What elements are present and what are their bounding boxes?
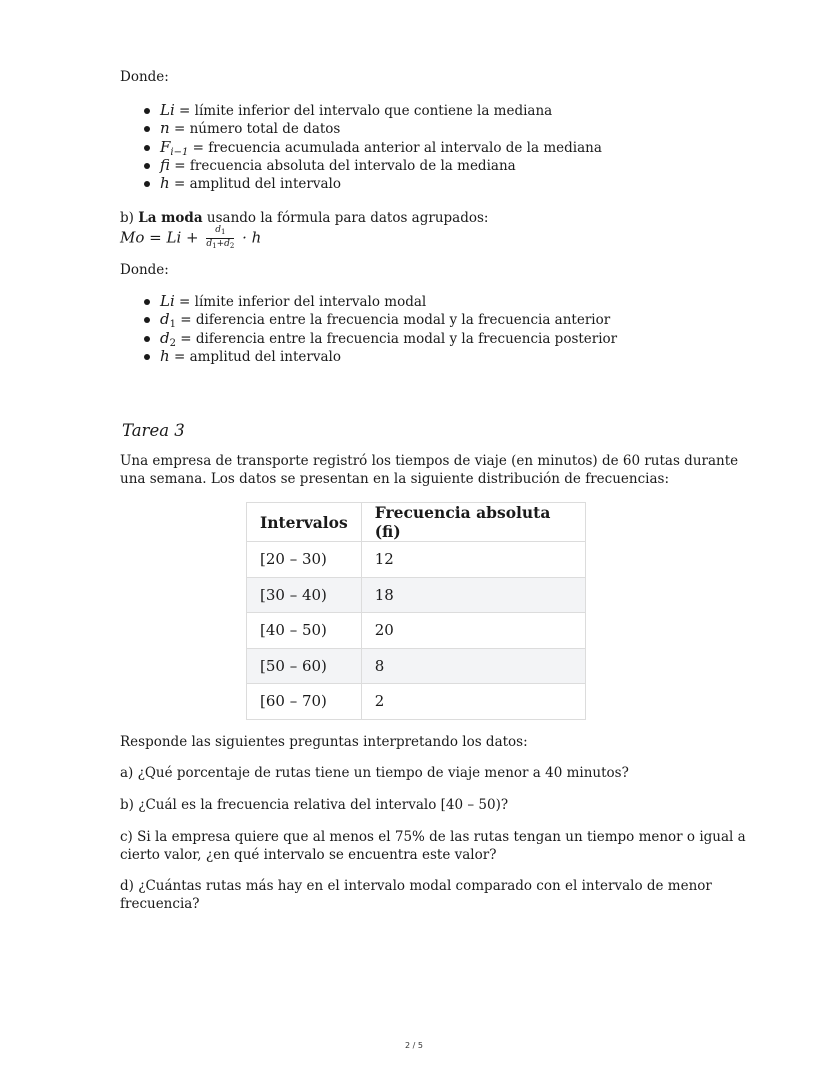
cell-interval: [40 – 50)	[247, 613, 362, 649]
denominator-plus: +	[216, 239, 225, 249]
denominator-a-sub: 1	[212, 242, 217, 250]
symbol: h	[160, 346, 170, 365]
definition-text: = frecuencia acumulada anterior al intervalo de la mediana	[188, 139, 602, 156]
denominator-b-sub: 2	[229, 242, 235, 250]
definition-li	[140, 101, 602, 119]
definition-d2	[140, 329, 617, 347]
page-indicator: 2 / 5	[405, 1041, 423, 1050]
header-intervalos: Intervalos	[247, 503, 362, 542]
formula-fraction	[206, 226, 234, 251]
denominator-b: d	[224, 239, 230, 249]
numerator-sub: 1	[221, 228, 226, 236]
donde-label-moda: Donde:	[120, 262, 169, 278]
table-row	[247, 648, 586, 684]
definition-h	[140, 174, 602, 192]
definition-li	[140, 292, 617, 310]
donde-label-mediana: Donde:	[120, 69, 169, 85]
moda-intro-text: usando la fórmula para datos agrupados:	[202, 210, 489, 226]
cell-frequency: 8	[361, 648, 585, 684]
cell-interval: [60 – 70)	[247, 684, 362, 720]
table-row	[247, 613, 586, 649]
definition-text: = diferencia entre la frecuencia modal y la frecuencia posterior	[175, 330, 618, 347]
definition-text: = límite inferior del intervalo modal	[174, 294, 427, 310]
question-b: b) ¿Cuál es la frecuencia relativa del intervalo [40 – 50)?	[120, 797, 509, 813]
symbol: h	[160, 174, 170, 193]
symbol: Li	[160, 292, 175, 310]
subscript: 1	[169, 319, 176, 331]
definition-text: = diferencia entre la frecuencia modal y la frecuencia anterior	[175, 312, 611, 329]
cell-interval: [20 – 30)	[247, 542, 362, 578]
symbol: Li	[160, 101, 175, 119]
cell-frequency: 12	[361, 542, 585, 578]
cell-frequency: 20	[361, 613, 585, 649]
frequency-table	[246, 502, 586, 720]
symbol: n	[160, 119, 170, 138]
table-row	[247, 542, 586, 578]
numerator: d	[215, 225, 222, 235]
definition-text: = número total de datos	[169, 121, 341, 138]
header-frecuencia: Frecuencia absoluta (fi)	[361, 503, 585, 542]
definition-h	[140, 347, 617, 365]
definition-text: = amplitud del intervalo	[169, 176, 341, 193]
mediana-definitions-list	[140, 101, 602, 192]
definition-fi	[140, 156, 602, 174]
denominator-a: d	[206, 239, 213, 249]
question-d-line2: frecuencia?	[120, 896, 200, 912]
definition-text: = frecuencia absoluta del intervalo de la mediana	[170, 157, 516, 174]
moda-formula	[120, 226, 261, 251]
definition-n	[140, 119, 602, 137]
question-a: a) ¿Qué porcentaje de rutas tiene un tiempo de viaje menor a 40 minutos?	[120, 765, 629, 781]
subscript: i−1	[170, 146, 189, 158]
subscript: 2	[169, 337, 176, 349]
section-heading-tarea-3: Tarea 3	[122, 421, 185, 440]
moda-intro	[120, 209, 488, 227]
cell-interval: [30 – 40)	[247, 577, 362, 613]
tarea3-intro-line1: Una empresa de transporte registró los tiempos de viaje (en minutos) de 60 rutas durante	[120, 453, 739, 469]
question-d-line1: d) ¿Cuántas rutas más hay en el intervalo modal comparado con el intervalo de menor	[120, 878, 712, 894]
symbol: fi	[160, 155, 171, 174]
symbol: d	[160, 310, 170, 329]
instructions: Responde las siguientes preguntas interpretando los datos:	[120, 734, 528, 750]
cell-frequency: 18	[361, 577, 585, 613]
definition-d1	[140, 310, 617, 331]
definition-text: = límite inferior del intervalo que contiene la mediana	[174, 103, 553, 119]
question-c-line1: c) Si la empresa quiere que al menos el 75% de las rutas tengan un tiempo menor o igual a	[120, 829, 746, 845]
definition-text: = amplitud del intervalo	[169, 348, 341, 365]
item-prefix: b)	[120, 210, 139, 226]
table-row	[247, 577, 586, 613]
definition-F-i-minus-1	[140, 138, 602, 156]
symbol: d	[160, 328, 170, 347]
question-c-line2: cierto valor, ¿en qué intervalo se encuentra este valor?	[120, 847, 497, 863]
cell-interval: [50 – 60)	[247, 648, 362, 684]
moda-definitions-list	[140, 292, 617, 365]
tarea3-intro-line2: una semana. Los datos se presentan en la siguiente distribución de frecuencias:	[120, 471, 669, 487]
moda-bold-label: La moda	[138, 210, 203, 226]
cell-frequency: 2	[361, 684, 585, 720]
table-header-row	[247, 503, 586, 542]
formula-lhs: Mo = Li +	[120, 228, 204, 247]
table-row	[247, 684, 586, 720]
formula-rhs: · h	[237, 228, 262, 247]
symbol: F	[160, 137, 171, 156]
